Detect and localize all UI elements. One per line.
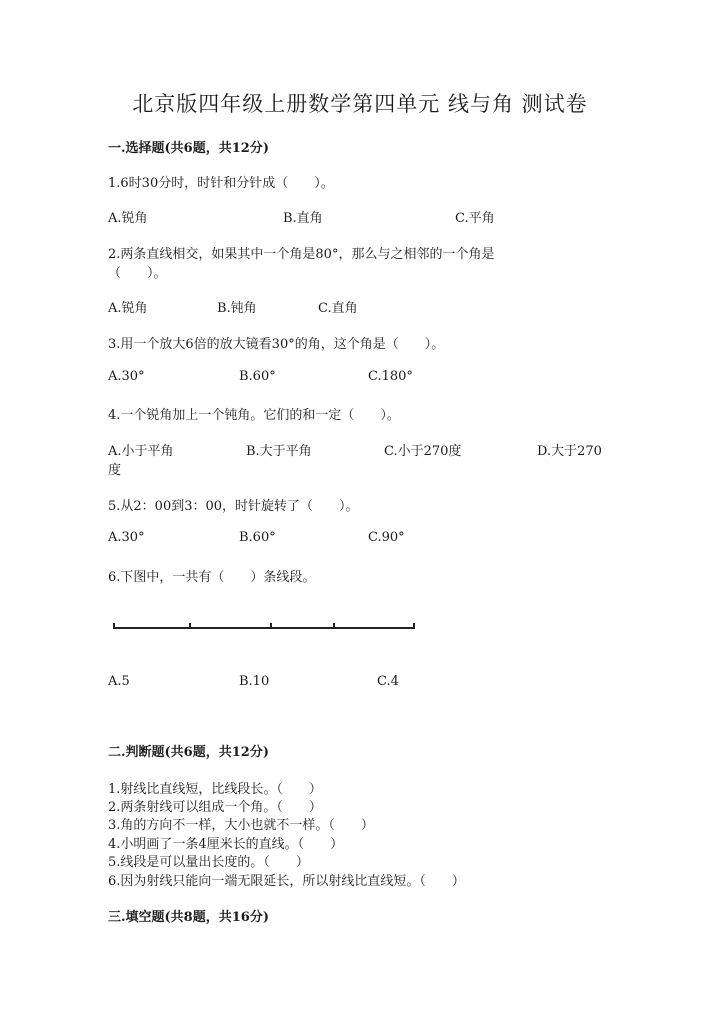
judge-item-4: 4.小明画了一条4厘米长的直线。（ ） [108, 837, 344, 852]
judge-item-1: 1.射线比直线短，比线段长。（ ） [108, 782, 322, 797]
option-3a: A.30° [108, 369, 145, 384]
option-4b: B.大于平角 [246, 444, 312, 459]
option-2b: B.钝角 [217, 301, 257, 316]
judge-item-2: 2.两条射线可以组成一个角。（ ） [108, 800, 322, 815]
judge-item-6: 6.因为射线只能向一端无限延长，所以射线比直线短。（ ） [108, 874, 465, 889]
line-segment-figure [108, 612, 420, 636]
option-4d-wrap: 度 [108, 463, 122, 478]
question-1: 1.6时30分时，时针和分针成（ ）。 [108, 176, 334, 191]
option-5a: A.30° [108, 530, 145, 545]
page-title: 北京版四年级上册数学第四单元 线与角 测试卷 [132, 92, 588, 116]
judge-item-5: 5.线段是可以量出长度的。（ ） [108, 855, 309, 870]
question-3: 3.用一个放大6倍的放大镜看30°的角，这个角是（ ）。 [108, 337, 445, 352]
question-2-cont: （ ）。 [108, 266, 167, 281]
judge-item-3: 3.角的方向不一样，大小也就不一样。（ ） [108, 818, 374, 833]
option-1c: C.平角 [455, 211, 495, 226]
option-2c: C.直角 [318, 301, 358, 316]
section-heading-choice: 一.选择题(共6题，共12分) [108, 141, 269, 156]
option-5b: B.60° [239, 530, 276, 545]
question-2: 2.两条直线相交，如果其中一个角是80°，那么与之相邻的一个角是 [108, 247, 495, 262]
option-4c: C.小于270度 [384, 444, 462, 459]
section-heading-fill: 三.填空题(共8题，共16分) [108, 910, 269, 925]
option-1a: A.锐角 [108, 211, 148, 226]
question-6: 6.下图中，一共有（ ）条线段。 [108, 570, 316, 585]
section-heading-judge: 二.判断题(共6题，共12分) [108, 745, 269, 760]
option-6a: A.5 [108, 674, 130, 689]
question-5: 5.从2：00到3：00，时针旋转了（ ）。 [108, 499, 359, 514]
option-5c: C.90° [368, 530, 405, 545]
question-4: 4.一个锐角加上一个钝角。它们的和一定（ ）。 [108, 408, 400, 423]
option-4d: D.大于270 [537, 444, 602, 459]
option-3b: B.60° [239, 369, 276, 384]
option-4a: A.小于平角 [108, 444, 174, 459]
option-2a: A.锐角 [108, 301, 148, 316]
option-6c: C.4 [377, 674, 399, 689]
option-3c: C.180° [368, 369, 413, 384]
option-6b: B.10 [239, 674, 270, 689]
option-1b: B.直角 [283, 211, 323, 226]
